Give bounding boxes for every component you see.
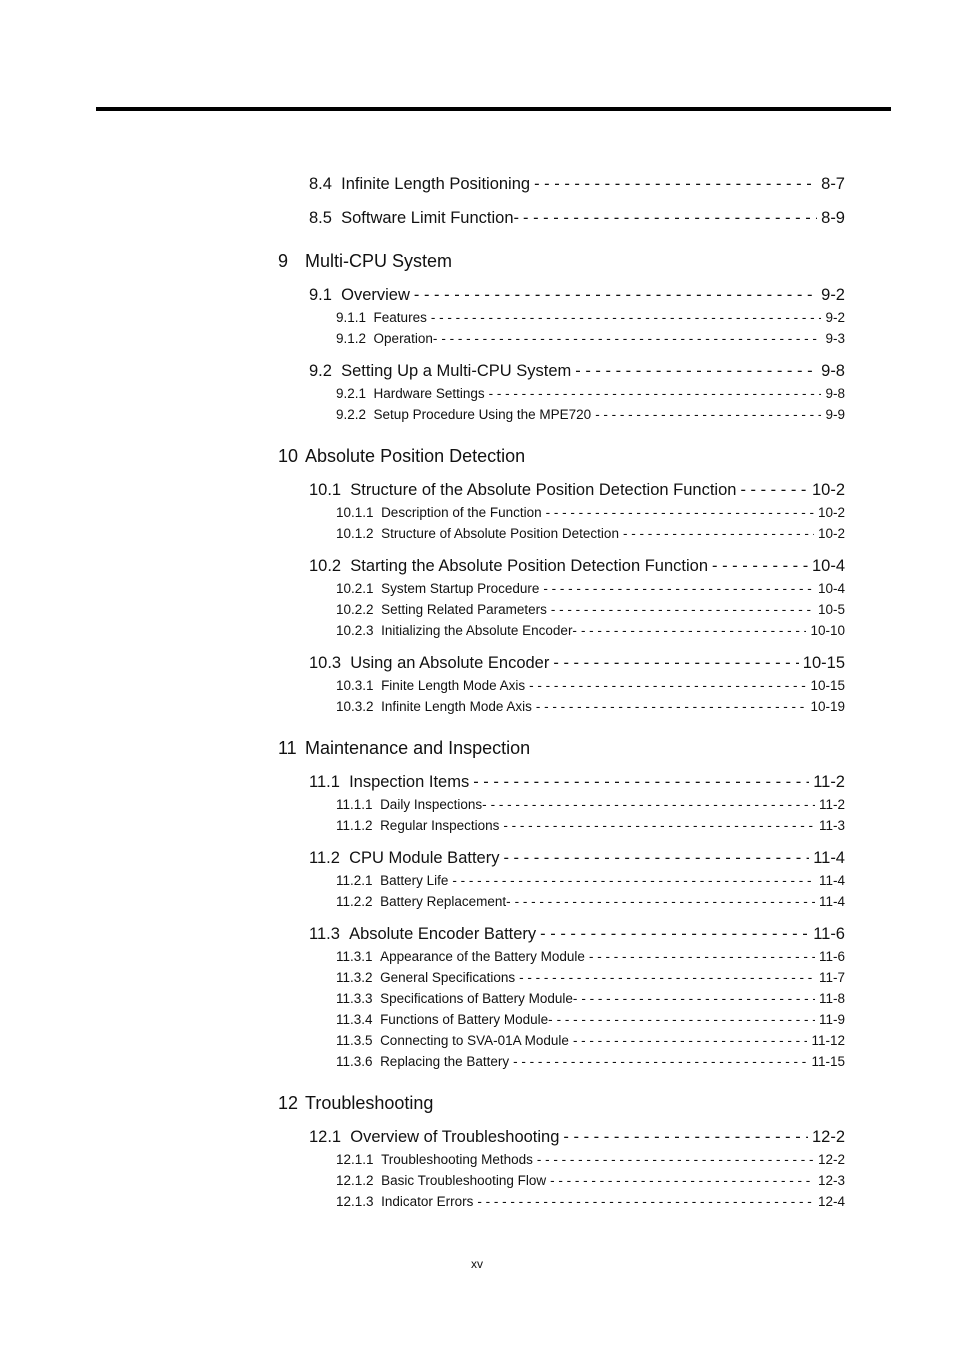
entry-label (336, 815, 499, 836)
entry-title: Specifications of Battery Module- (380, 991, 578, 1006)
page-number: xv (471, 1257, 483, 1271)
spacer (374, 505, 382, 520)
dot-leader (414, 283, 817, 307)
entry-page-number: 10-2 (811, 481, 845, 499)
entry-title: Overview of Troubleshooting (350, 1128, 560, 1146)
toc-subsection[interactable] (336, 1030, 845, 1051)
toc-subsection[interactable] (336, 383, 845, 404)
spacer (332, 362, 341, 380)
dot-leader (740, 478, 808, 502)
entry-page-number: 10-15 (802, 654, 845, 672)
spacer (373, 818, 381, 833)
entry-number: 12.1.3 (336, 1194, 374, 1209)
dot-leader (543, 578, 814, 599)
toc-section[interactable] (309, 1125, 845, 1149)
entry-number: 10.1.1 (336, 505, 374, 520)
entry-title: System Startup Procedure (381, 581, 540, 596)
entry-page-number: 11-6 (813, 925, 845, 943)
dot-leader (452, 870, 815, 891)
entry-page-number: 11-9 (818, 1012, 845, 1027)
entry-title: General Specifications (380, 970, 516, 985)
toc-subsection[interactable] (336, 988, 845, 1009)
toc-subsection[interactable] (336, 578, 845, 599)
dot-leader (537, 1149, 814, 1170)
chapter-title: Multi-CPU System (305, 251, 453, 271)
entry-title: Software Limit Function- (341, 209, 520, 227)
entry-title: Setup Procedure Using the MPE720 (373, 407, 592, 422)
dot-leader (515, 891, 815, 912)
spacer (374, 581, 382, 596)
entry-title: Infinite Length Mode Axis (381, 699, 532, 714)
entry-title: Indicator Errors (381, 1194, 474, 1209)
spacer (374, 1194, 382, 1209)
entry-label (309, 770, 469, 794)
chapter-title: Maintenance and Inspection (305, 738, 531, 758)
toc-subsection[interactable] (336, 967, 845, 988)
spacer (374, 678, 382, 693)
chapter-title: Troubleshooting (305, 1093, 434, 1113)
table-of-contents (278, 172, 845, 1212)
toc-subsection[interactable] (336, 307, 845, 328)
entry-page-number: 10-4 (811, 557, 845, 575)
chapter-title: Absolute Position Detection (305, 446, 526, 466)
entry-number: 11.3.3 (336, 991, 373, 1006)
entry-number: 10.3 (309, 654, 342, 672)
spacer (374, 526, 382, 541)
spacer (374, 1152, 382, 1167)
dot-leader (540, 922, 809, 946)
entry-label (309, 172, 530, 196)
dot-leader (519, 967, 815, 988)
dot-leader (581, 988, 815, 1009)
toc-subsection[interactable] (336, 502, 845, 523)
entry-label (336, 578, 539, 599)
entry-number: 10.2.3 (336, 623, 374, 638)
entry-page-number: 9-8 (821, 362, 845, 380)
toc-section[interactable] (309, 922, 845, 946)
entry-number: 11.1.1 (336, 797, 373, 812)
entry-label (336, 1030, 569, 1051)
toc-section[interactable] (309, 478, 845, 502)
entry-page-number: 10-4 (817, 581, 845, 596)
entry-number: 12.1.1 (336, 1152, 374, 1167)
spacer (373, 873, 381, 888)
entry-label (336, 328, 437, 349)
entry-number: 11.3 (309, 925, 340, 943)
entry-label (309, 922, 536, 946)
entry-number: 11.3.6 (336, 1054, 373, 1069)
entry-number: 11.2.2 (336, 894, 373, 909)
entry-page-number: 12-2 (817, 1152, 845, 1167)
entry-title: CPU Module Battery (349, 849, 500, 867)
entry-number: 9.2 (309, 362, 332, 380)
entry-label (336, 696, 532, 717)
entry-title: Troubleshooting Methods (381, 1152, 533, 1167)
entry-page-number: 11-4 (813, 849, 845, 867)
spacer (366, 310, 374, 325)
dot-leader (473, 770, 809, 794)
entry-number: 11.3.4 (336, 1012, 373, 1027)
entry-number: 9.2.2 (336, 407, 367, 422)
entry-title: Appearance of the Battery Module (380, 949, 585, 964)
entry-title: Features (373, 310, 427, 325)
spacer (341, 481, 350, 499)
entry-label (309, 206, 519, 230)
entry-label (309, 478, 736, 502)
entry-number: 9.1.1 (336, 310, 367, 325)
entry-page-number: 12-3 (817, 1173, 845, 1188)
entry-label (336, 891, 511, 912)
toc-section[interactable] (309, 770, 845, 794)
spacer (374, 602, 382, 617)
dot-leader (546, 502, 814, 523)
dot-leader (489, 383, 822, 404)
entry-page-number: 12-2 (811, 1128, 845, 1146)
spacer (332, 286, 341, 304)
entry-page-number: 11-2 (818, 797, 845, 812)
entry-title: Inspection Items (349, 773, 470, 791)
dot-leader (431, 307, 822, 328)
spacer (373, 949, 381, 964)
entry-number: 11.1.2 (336, 818, 373, 833)
toc-subsection[interactable] (336, 1191, 845, 1212)
toc-chapter[interactable] (278, 248, 845, 274)
toc-subsection[interactable] (336, 891, 845, 912)
entry-label (336, 1051, 509, 1072)
entry-number: 9.2.1 (336, 386, 367, 401)
entry-title: Structure of the Absolute Position Detection Function (350, 481, 737, 499)
entry-number: 10.2 (309, 557, 342, 575)
entry-title: Basic Troubleshooting Flow (381, 1173, 547, 1188)
spacer (373, 797, 381, 812)
spacer (340, 849, 349, 867)
chapter-number: 11 (278, 738, 297, 758)
spacer (366, 331, 374, 346)
entry-page-number: 11-7 (818, 970, 845, 985)
entry-title: Regular Inspections (380, 818, 500, 833)
entry-page-number: 11-3 (818, 818, 845, 833)
dot-leader (589, 946, 815, 967)
toc-chapter[interactable] (278, 735, 845, 761)
entry-number: 10.2.1 (336, 581, 374, 596)
entry-title: Functions of Battery Module- (380, 1012, 553, 1027)
dot-leader (441, 328, 821, 349)
spacer (373, 894, 381, 909)
toc-section[interactable] (309, 554, 845, 578)
entry-page-number: 10-15 (810, 678, 845, 693)
entry-page-number: 10-2 (817, 505, 845, 520)
entry-page-number: 9-8 (825, 386, 845, 401)
entry-title: Description of the Function (381, 505, 542, 520)
dot-leader (503, 846, 809, 870)
dot-leader (529, 675, 806, 696)
dot-leader (553, 651, 798, 675)
entry-title: Connecting to SVA-01A Module (380, 1033, 569, 1048)
toc-section[interactable] (309, 172, 845, 196)
entry-label (336, 870, 448, 891)
entry-number: 11.2.1 (336, 873, 373, 888)
entry-label (309, 283, 410, 307)
entry-number: 11.3.5 (336, 1033, 373, 1048)
entry-page-number: 8-9 (821, 209, 845, 227)
spacer (374, 623, 382, 638)
toc-subsection[interactable] (336, 794, 845, 815)
dot-leader (550, 1170, 814, 1191)
entry-label (336, 967, 515, 988)
entry-label (336, 404, 591, 425)
entry-label (336, 1149, 533, 1170)
toc-subsection[interactable] (336, 404, 845, 425)
toc-subsection[interactable] (336, 1149, 845, 1170)
spacer (366, 407, 374, 422)
spacer (341, 1128, 350, 1146)
dot-leader (557, 1009, 815, 1030)
entry-title: Finite Length Mode Axis (381, 678, 526, 693)
entry-page-number: 8-7 (821, 175, 845, 193)
entry-page-number: 11-12 (811, 1033, 845, 1048)
entry-number: 10.1 (309, 481, 342, 499)
entry-page-number: 11-8 (818, 991, 845, 1006)
toc-subsection[interactable] (336, 599, 845, 620)
spacer (374, 1173, 382, 1188)
entry-page-number: 10-2 (817, 526, 845, 541)
spacer (373, 1033, 381, 1048)
entry-number: 8.4 (309, 175, 332, 193)
spacer (373, 1054, 381, 1069)
spacer (332, 175, 341, 193)
spacer (373, 970, 381, 985)
toc-section[interactable] (309, 206, 845, 230)
entry-label (336, 502, 542, 523)
toc-subsection[interactable] (336, 815, 845, 836)
entry-number: 10.3.1 (336, 678, 374, 693)
entry-label (336, 794, 487, 815)
entry-title: Replacing the Battery (380, 1054, 510, 1069)
chapter-number: 9 (278, 251, 289, 271)
entry-page-number: 10-19 (810, 699, 845, 714)
dot-leader (595, 404, 821, 425)
dot-leader (563, 1125, 808, 1149)
toc-section[interactable] (309, 359, 845, 383)
dot-leader (513, 1051, 807, 1072)
entry-title: Hardware Settings (373, 386, 485, 401)
entry-title: Structure of Absolute Position Detection (381, 526, 619, 541)
toc-subsection[interactable] (336, 870, 845, 891)
entry-number: 9.1 (309, 286, 332, 304)
entry-label (336, 599, 547, 620)
entry-number: 11.3.2 (336, 970, 373, 985)
entry-number: 11.3.1 (336, 949, 373, 964)
entry-label (336, 1191, 473, 1212)
entry-title: Setting Up a Multi-CPU System (341, 362, 572, 380)
toc-subsection[interactable] (336, 1009, 845, 1030)
entry-number: 12.1 (309, 1128, 342, 1146)
dot-leader (491, 794, 815, 815)
entry-label (336, 675, 525, 696)
entry-label (336, 1009, 553, 1030)
entry-title: Setting Related Parameters (381, 602, 547, 617)
toc-subsection[interactable] (336, 523, 845, 544)
entry-number: 12.1.2 (336, 1173, 374, 1188)
entry-number: 9.1.2 (336, 331, 367, 346)
entry-label (309, 846, 499, 870)
toc-subsection[interactable] (336, 328, 845, 349)
entry-label (309, 554, 708, 578)
dot-leader (623, 523, 814, 544)
entry-number: 8.5 (309, 209, 332, 227)
dot-leader (575, 359, 817, 383)
entry-page-number: 11-6 (818, 949, 845, 964)
entry-number: 11.2 (309, 849, 340, 867)
entry-title: Initializing the Absolute Encoder- (381, 623, 577, 638)
dot-leader (503, 815, 815, 836)
entry-title: Operation- (373, 331, 438, 346)
entry-page-number: 9-2 (825, 310, 845, 325)
entry-number: 10.3.2 (336, 699, 374, 714)
spacer (373, 991, 381, 1006)
dot-leader (534, 172, 817, 196)
entry-label (336, 988, 577, 1009)
toc-section[interactable] (309, 651, 845, 675)
entry-page-number: 10-10 (810, 623, 845, 638)
entry-number: 10.2.2 (336, 602, 374, 617)
header-rule (96, 107, 891, 111)
toc-section[interactable] (309, 283, 845, 307)
toc-chapter[interactable] (278, 1090, 845, 1116)
dot-leader (581, 620, 807, 641)
entry-label (336, 1170, 546, 1191)
entry-title: Overview (341, 286, 410, 304)
spacer (340, 773, 349, 791)
entry-label (336, 307, 427, 328)
entry-title: Starting the Absolute Position Detection Function (350, 557, 709, 575)
toc-chapter[interactable] (278, 443, 845, 469)
entry-label (336, 620, 577, 641)
spacer (366, 386, 374, 401)
spacer (374, 699, 382, 714)
spacer (341, 654, 350, 672)
entry-page-number: 10-5 (817, 602, 845, 617)
dot-leader (551, 599, 814, 620)
dot-leader (523, 206, 817, 230)
entry-page-number: 11-4 (818, 873, 845, 888)
entry-page-number: 11-15 (811, 1054, 845, 1069)
entry-label (309, 359, 571, 383)
entry-label (336, 523, 619, 544)
spacer (373, 1012, 381, 1027)
entry-page-number: 11-4 (818, 894, 845, 909)
toc-subsection[interactable] (336, 1051, 845, 1072)
chapter-number: 10 (278, 446, 299, 466)
entry-title: Absolute Encoder Battery (349, 925, 537, 943)
chapter-number: 12 (278, 1093, 299, 1113)
dot-leader (477, 1191, 814, 1212)
spacer (341, 557, 350, 575)
entry-title: Infinite Length Positioning (341, 175, 531, 193)
entry-label (336, 383, 485, 404)
entry-title: Using an Absolute Encoder (350, 654, 550, 672)
dot-leader (536, 696, 807, 717)
entry-label (309, 1125, 559, 1149)
entry-label (336, 946, 585, 967)
toc-subsection[interactable] (336, 946, 845, 967)
spacer (340, 925, 349, 943)
dot-leader (573, 1030, 808, 1051)
toc-subsection[interactable] (336, 675, 845, 696)
entry-page-number: 11-2 (813, 773, 845, 791)
toc-section[interactable] (309, 846, 845, 870)
entry-label (309, 651, 549, 675)
entry-page-number: 9-9 (825, 407, 845, 422)
toc-subsection[interactable] (336, 1170, 845, 1191)
entry-title: Battery Life (380, 873, 449, 888)
entry-number: 11.1 (309, 773, 340, 791)
toc-subsection[interactable] (336, 696, 845, 717)
entry-page-number: 9-2 (821, 286, 845, 304)
dot-leader (712, 554, 808, 578)
entry-title: Daily Inspections- (380, 797, 487, 812)
entry-page-number: 12-4 (817, 1194, 845, 1209)
entry-title: Battery Replacement- (380, 894, 511, 909)
spacer (332, 209, 341, 227)
entry-page-number: 9-3 (825, 331, 845, 346)
toc-subsection[interactable] (336, 620, 845, 641)
entry-number: 10.1.2 (336, 526, 374, 541)
